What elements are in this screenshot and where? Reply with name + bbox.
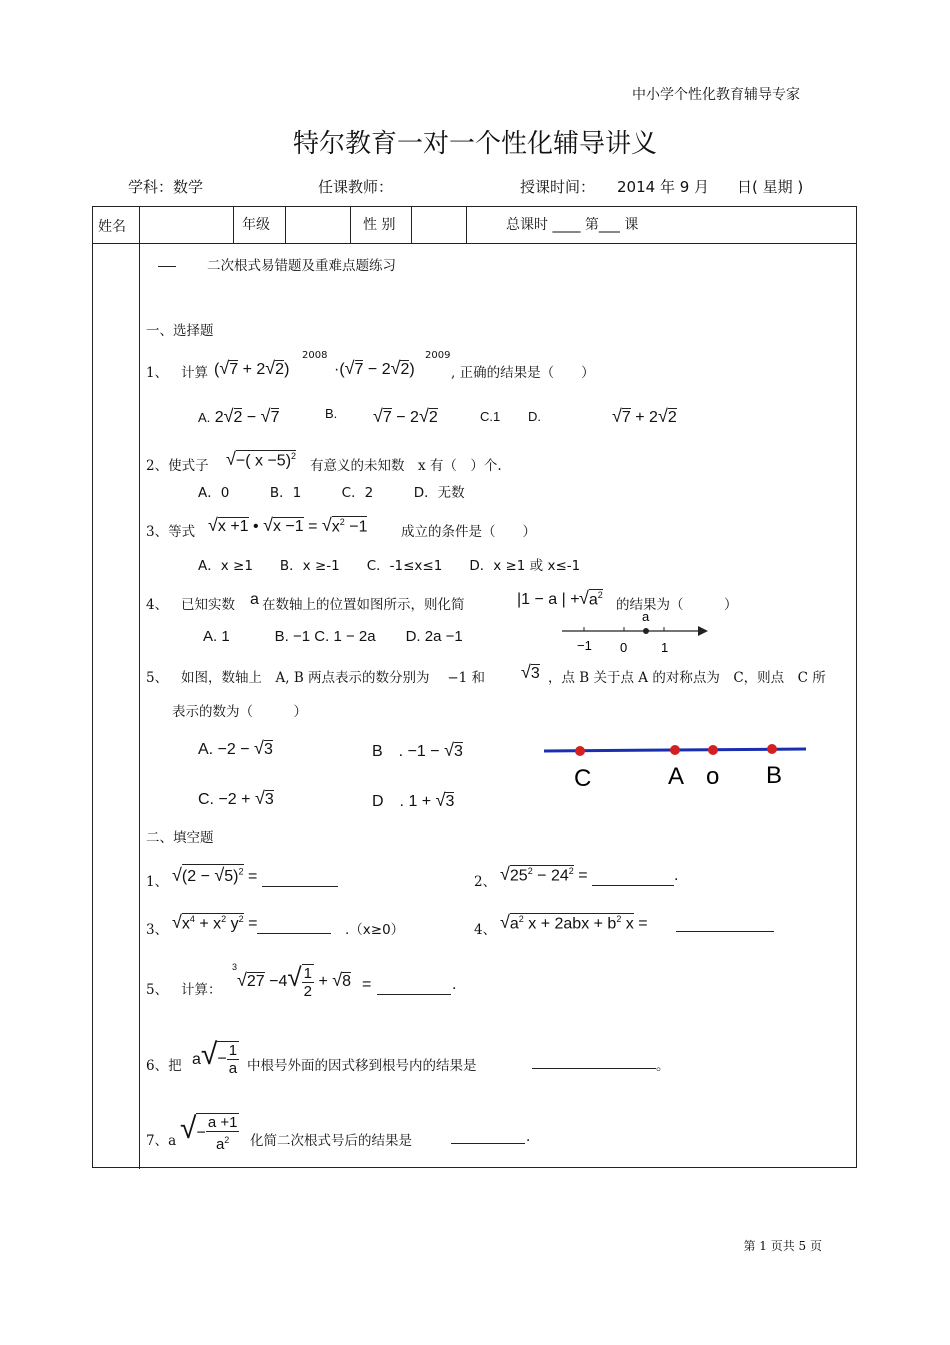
f2-number: 2、: [474, 874, 497, 890]
q1-option-d: D.: [528, 409, 541, 424]
point-c: [575, 746, 585, 756]
q3-options: A．x ≥1 B．x ≥-1 C．-1≤x≤1 D．x ≥1 或 x≤-1: [198, 558, 581, 574]
name-label: 姓名: [98, 219, 126, 235]
q5-option-b: B . −1 − √3: [372, 740, 463, 760]
label-a: a: [642, 609, 650, 624]
grade-label: 年级: [242, 217, 270, 233]
q4-number-line: [558, 606, 718, 656]
f3-expression: $√x^4 + x^2$ $y^2$ =: [172, 912, 331, 934]
q2-suffix: 有意义的未知数 x 有（ ）个.: [310, 458, 502, 474]
section-choice-heading: 一、选择题: [146, 323, 214, 339]
q1-prefix: 计算: [181, 365, 208, 381]
label-o: o: [706, 763, 720, 790]
time-value: 2014 年 9 月: [617, 178, 710, 196]
q2-options: A．0 B．1 C．2 D．无数: [198, 485, 465, 501]
table-divider: [233, 207, 234, 243]
f5-text: 计算：: [181, 982, 222, 998]
f3-condition: .（x≥0）: [345, 922, 405, 938]
header-tagline: 中小学个性化教育辅导专家: [632, 87, 800, 103]
f6-prefix: 6、把: [146, 1058, 182, 1074]
label-zero: 0: [620, 640, 628, 655]
q5-option-c: C. −2 + √3: [198, 788, 274, 808]
table-left-column-divider: [139, 207, 140, 1169]
label-minus-one: −1: [577, 638, 592, 653]
page-footer: 第 1 页共 5 页: [743, 1239, 822, 1253]
section-fill-heading: 二、填空题: [146, 830, 214, 846]
q5-number-line: [540, 738, 810, 794]
f5-period: .: [452, 976, 457, 993]
subject-label: 学科：数学: [128, 178, 204, 196]
f4-expression: $√a^2$ $x + 2abx + b^2$ x =: [500, 912, 648, 932]
q1-option-a: A. 2√2 − √7: [198, 406, 280, 426]
table-divider: [350, 207, 351, 243]
q1-suffix: , 正确的结果是（ ）: [451, 365, 595, 381]
point-a: [643, 628, 649, 634]
f3-number: 3、: [146, 922, 169, 938]
q1-option-b: B.: [325, 406, 338, 421]
f5-number: 5、: [146, 982, 169, 998]
q5-sqrt3: √3: [521, 662, 540, 682]
q3-suffix: 成立的条件是（ ）: [401, 524, 536, 540]
q1-number: 1、: [146, 365, 169, 381]
total-hours-label: 总课时 ____ 第___ 课: [506, 217, 639, 233]
f5-expression: $^3$√27 −4√ $\frac{1}{2}$ + √8: [232, 962, 352, 1000]
q5-line1b: ，点 B 关于点 A 的对称点为 C，则点 C 所: [548, 670, 826, 686]
f1-expression: $√(2 - √5)^2$ =: [172, 864, 338, 887]
table-divider: [466, 207, 467, 243]
label-a: A: [668, 763, 685, 790]
q1-option-c: C.1: [480, 409, 501, 424]
axis-arrow: [698, 626, 708, 636]
q1-exponent-1: 2008: [302, 350, 328, 361]
label-c: C: [574, 765, 592, 792]
table-divider: [285, 207, 286, 243]
q4-options: A. 1 B. −1 C. 1 − 2a D. 2a −1: [203, 628, 463, 645]
f4-answer-blank[interactable]: [676, 912, 774, 932]
q3-expression: √x +1 • $√x -1 = √x^2 -1$: [208, 515, 368, 535]
q5-option-d: D . 1 + √3: [372, 790, 455, 810]
intro-bullet-dash: [158, 266, 176, 267]
q4-text1: 已知实数: [181, 597, 235, 613]
teacher-label: 任课教师：: [318, 178, 394, 196]
time-label: 授课时间：: [520, 178, 596, 196]
f7-expression: √− $\frac{a +1}{a^2}$: [180, 1112, 238, 1154]
q1-expression-2: ·(√7 − 2√2): [334, 358, 415, 378]
f4-number: 4、: [474, 922, 497, 938]
point-b: [767, 744, 777, 754]
f6-end: 。: [656, 1058, 670, 1074]
f7-prefix: 7、a: [146, 1133, 177, 1149]
q5-number: 5、: [146, 670, 169, 686]
f7-suffix: 化简二次根式号后的结果是: [250, 1133, 412, 1149]
q4-text3: 的结果为（ ）: [616, 597, 738, 613]
f6-suffix: 中根号外面的因式移到根号内的结果是: [247, 1058, 477, 1074]
f1-number: 1、: [146, 874, 169, 890]
q4-number: 4、: [146, 597, 169, 613]
f7-end: .: [526, 1129, 531, 1145]
f2-expression: $√25^2 - 24^2$ = .: [500, 864, 679, 884]
table-divider: [411, 207, 412, 243]
time-tail: 日( 星期 ): [737, 178, 804, 196]
q1-exponent-2: 2009: [425, 350, 451, 361]
q5-line1: 如图，数轴上 A, B 两点表示的数分别为 −1 和: [181, 670, 486, 686]
q5-option-a: A. −2 − √3: [198, 738, 273, 758]
q2-prefix: 2、使式子: [146, 458, 209, 474]
f5-equals: =: [362, 976, 372, 993]
q1-option-d-expr: √7 + 2√2: [612, 406, 677, 426]
label-b: B: [766, 762, 783, 789]
page-title: 特尔教育一对一个性化辅导讲义: [292, 129, 657, 159]
point-o: [708, 745, 718, 755]
q4-sqrt-a2: $√a^2$: [579, 588, 603, 608]
f6-expression: a√− $\frac{1}{a}$: [192, 1038, 238, 1078]
q4-expression: |1 − a | +: [517, 591, 580, 608]
section-intro: 二次根式易错题及重难点题练习: [207, 258, 396, 274]
table-header-divider: [93, 243, 856, 244]
q3-prefix: 3、等式: [146, 524, 196, 540]
q1-expression: (√7 + 2√2): [214, 358, 290, 378]
gender-label: 性 别: [363, 217, 396, 233]
point-a: [670, 745, 680, 755]
q2-expression: √−( x −5)$^2$: [226, 449, 297, 469]
q4-var-a: a: [250, 591, 259, 608]
label-one: 1: [661, 640, 669, 655]
f7-answer-blank[interactable]: [451, 1127, 525, 1144]
f6-answer-blank[interactable]: [532, 1052, 656, 1069]
q1-option-b-expr: √7 − 2√2: [373, 406, 438, 426]
lesson-table: [92, 206, 857, 1168]
f5-answer-blank[interactable]: [377, 976, 451, 995]
q4-text2: 在数轴上的位置如图所示，则化简: [262, 597, 465, 613]
q5-line2: 表示的数为（ ）: [172, 704, 307, 720]
